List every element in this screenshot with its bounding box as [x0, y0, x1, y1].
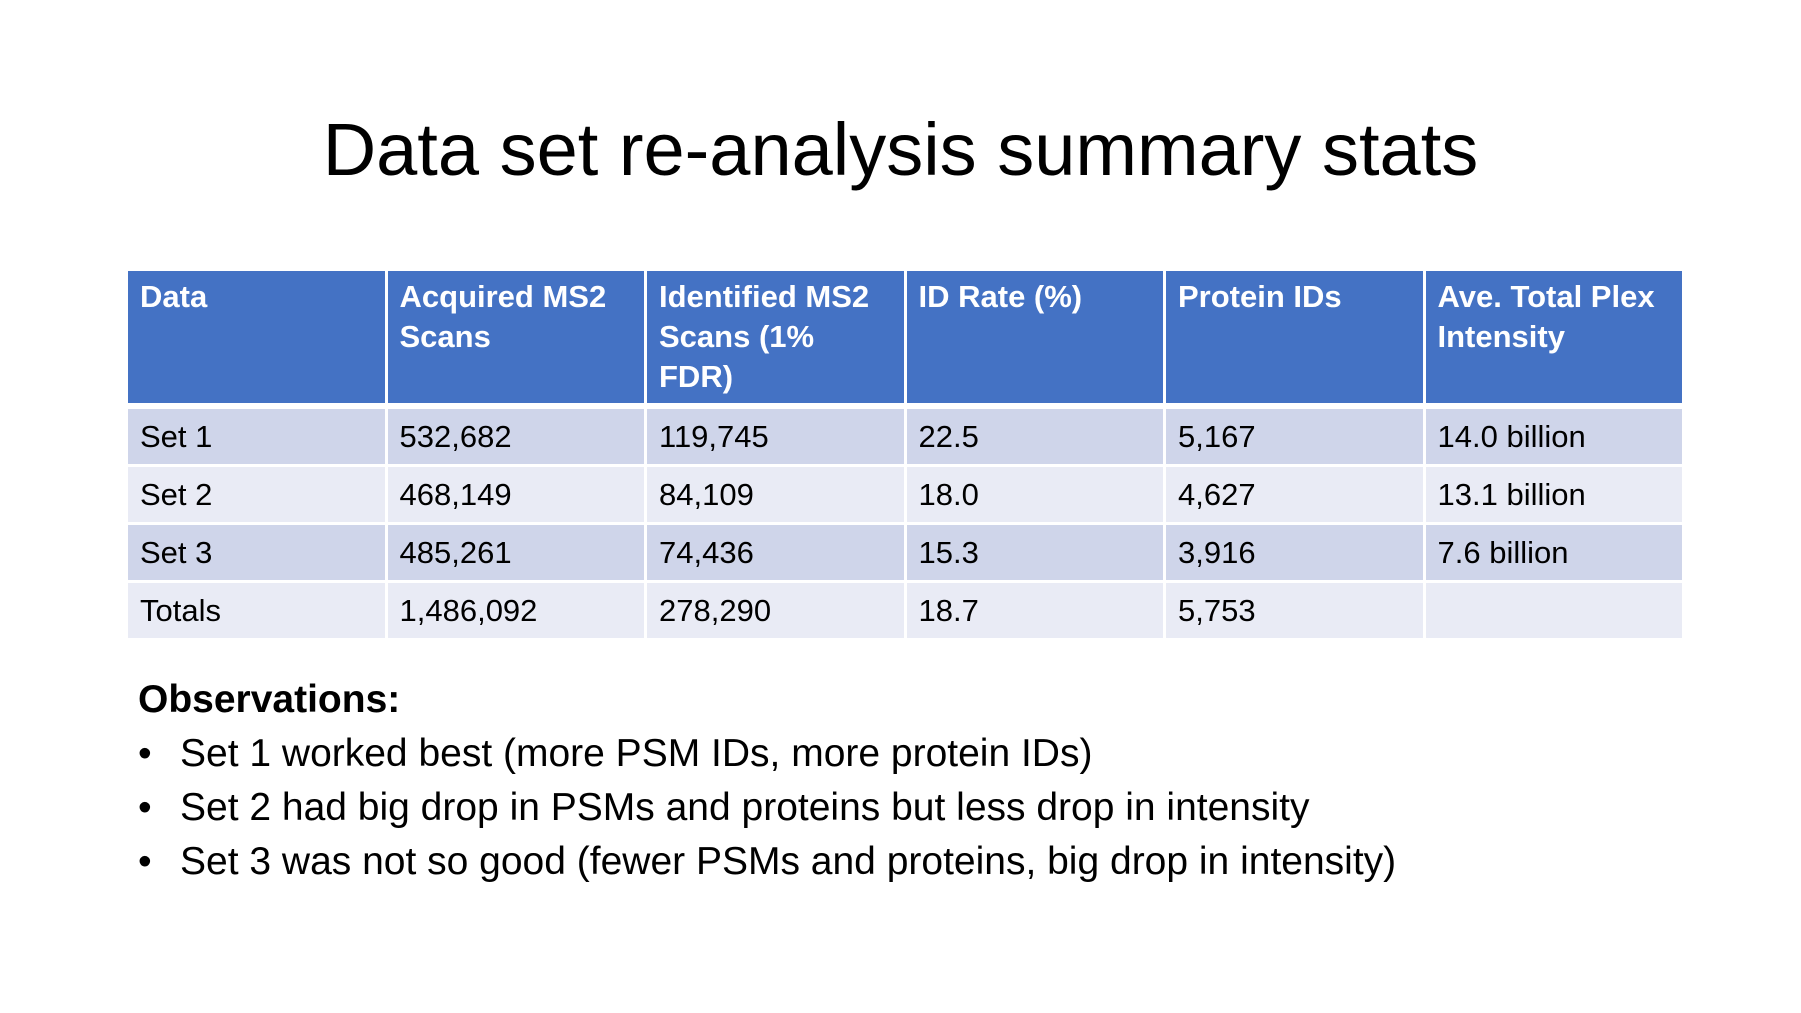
observations-list — [138, 727, 1698, 889]
table-cell: 278,290 — [646, 582, 906, 640]
table-cell: 485,261 — [386, 524, 646, 582]
column-header-id-rate: ID Rate (%) — [905, 270, 1165, 407]
table-cell: 14.0 billion — [1424, 406, 1684, 466]
column-header-protein-ids: Protein IDs — [1165, 270, 1425, 407]
table-header-row — [127, 270, 1684, 407]
list-item — [138, 835, 1698, 889]
table-cell: Totals — [127, 582, 387, 640]
bullet-icon: • — [138, 786, 152, 829]
table-row — [127, 406, 1684, 466]
table-cell: 84,109 — [646, 466, 906, 524]
bullet-icon: • — [138, 840, 152, 883]
column-header-identified-ms2-scans: Identified MS2 Scans (1% FDR) — [646, 270, 906, 407]
table-cell: 1,486,092 — [386, 582, 646, 640]
list-item-text: Set 2 had big drop in PSMs and proteins but less drop in intensity — [180, 786, 1310, 829]
list-item-text: Set 3 was not so good (fewer PSMs and proteins, big drop in intensity) — [180, 840, 1397, 883]
table-cell: 13.1 billion — [1424, 466, 1684, 524]
observations-heading: Observations: — [138, 678, 401, 721]
table-cell: 22.5 — [905, 406, 1165, 466]
table-row-totals — [127, 582, 1684, 640]
table-cell: 468,149 — [386, 466, 646, 524]
slide-title: Data set re-analysis summary stats — [322, 108, 1479, 191]
table-row — [127, 466, 1684, 524]
column-header-acquired-ms2-scans: Acquired MS2 Scans — [386, 270, 646, 407]
table-cell — [1424, 582, 1684, 640]
table-cell: 15.3 — [905, 524, 1165, 582]
table-cell: 4,627 — [1165, 466, 1425, 524]
table-cell: Set 2 — [127, 466, 387, 524]
table-cell: Set 1 — [127, 406, 387, 466]
table-row — [127, 524, 1684, 582]
table-cell: 74,436 — [646, 524, 906, 582]
column-header-ave-total-plex-intensity: Ave. Total Plex Intensity — [1424, 270, 1684, 407]
table-cell: 5,167 — [1165, 406, 1425, 466]
table-cell: 18.7 — [905, 582, 1165, 640]
table-cell: 532,682 — [386, 406, 646, 466]
table-cell: 18.0 — [905, 466, 1165, 524]
table-cell: 7.6 billion — [1424, 524, 1684, 582]
list-item — [138, 727, 1698, 781]
list-item — [138, 781, 1698, 835]
table-cell: 3,916 — [1165, 524, 1425, 582]
table-cell: 5,753 — [1165, 582, 1425, 640]
list-item-text: Set 1 worked best (more PSM IDs, more protein IDs) — [180, 732, 1093, 775]
column-header-data: Data — [127, 270, 387, 407]
observations-section — [138, 673, 1698, 889]
summary-stats-table — [125, 268, 1685, 641]
table-cell: Set 3 — [127, 524, 387, 582]
bullet-icon: • — [138, 732, 152, 775]
table-cell: 119,745 — [646, 406, 906, 466]
